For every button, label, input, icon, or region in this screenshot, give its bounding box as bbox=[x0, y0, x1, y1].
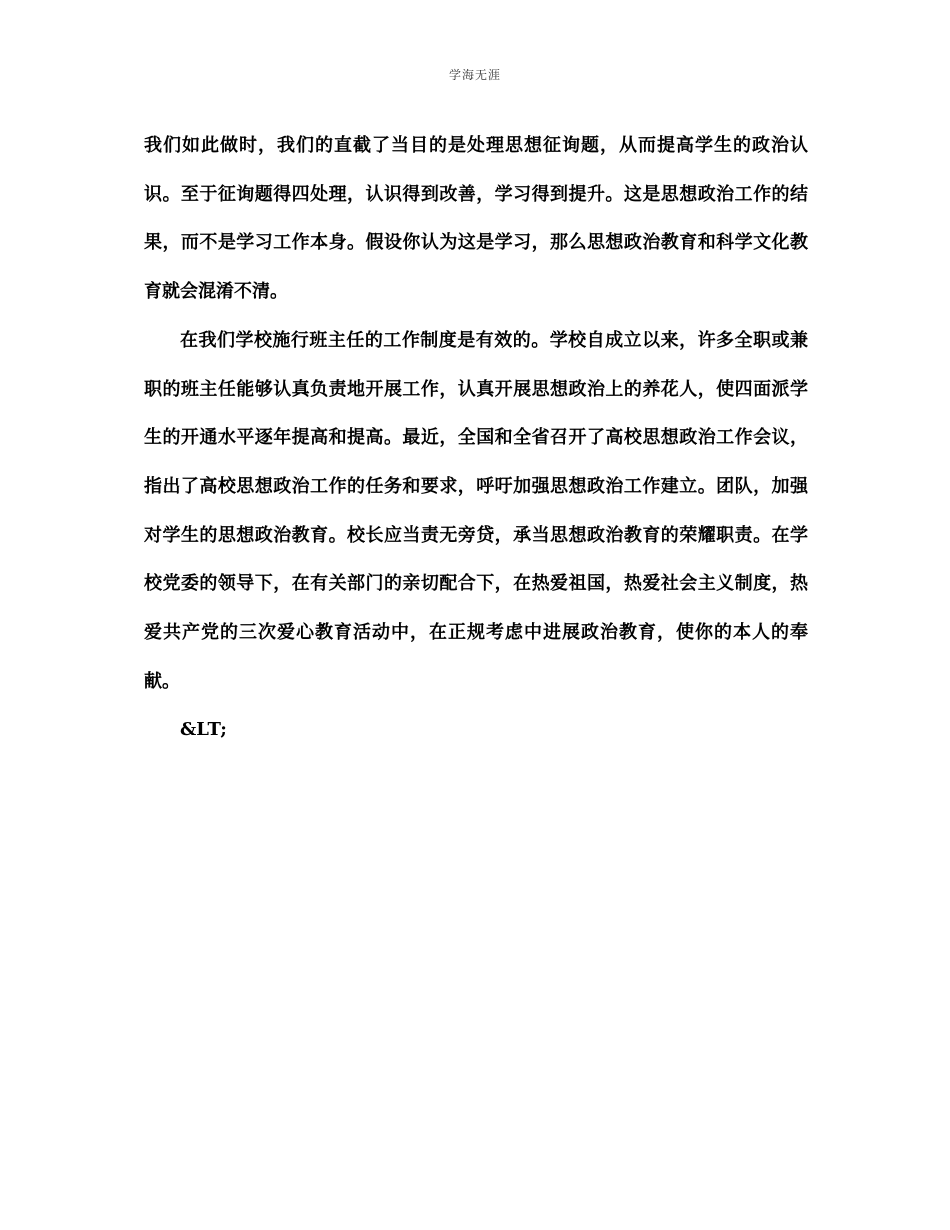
paragraph-3: &LT; bbox=[180, 719, 227, 741]
paragraph-1: 我们如此做时，我们的直截了当目的是处理思想征询题，从而提高学生的政治认识。至于征询题得四处理，认识得到改善，学习得到提升。这是思想政治工作的结果，而不是学习工作本身。假设你认为这是学习，那么思想政治教育和科学文化教育就会混淆不清。 bbox=[144, 135, 808, 303]
paragraph-2: 在我们学校施行班主任的工作制度是有效的。学校自成立以来，许多全职或兼职的班主任能够认真负责地开展工作，认真开展思想政治上的养花人，使四面派学生的开通水平逐年提高和提高。最近，全国和全省召开了高校思想政治工作会议，指出了高校思想政治工作的任务和要求，呼吁加强思想政治工作建立。团队，加强对学生的思想政治教育。校长应当责无旁贷，承当思想政治教育的荣耀职责。在学校党委的领导下，在有关部门的亲切配合下，在热爱祖国，热爱社会主义制度，热爱共产党的三次爱心教育活动中，在正规考虑中进展政治教育，使你的本人的奉献。 bbox=[144, 329, 808, 692]
running-header: 学海无涯 bbox=[448, 68, 501, 82]
body-text bbox=[144, 122, 808, 755]
